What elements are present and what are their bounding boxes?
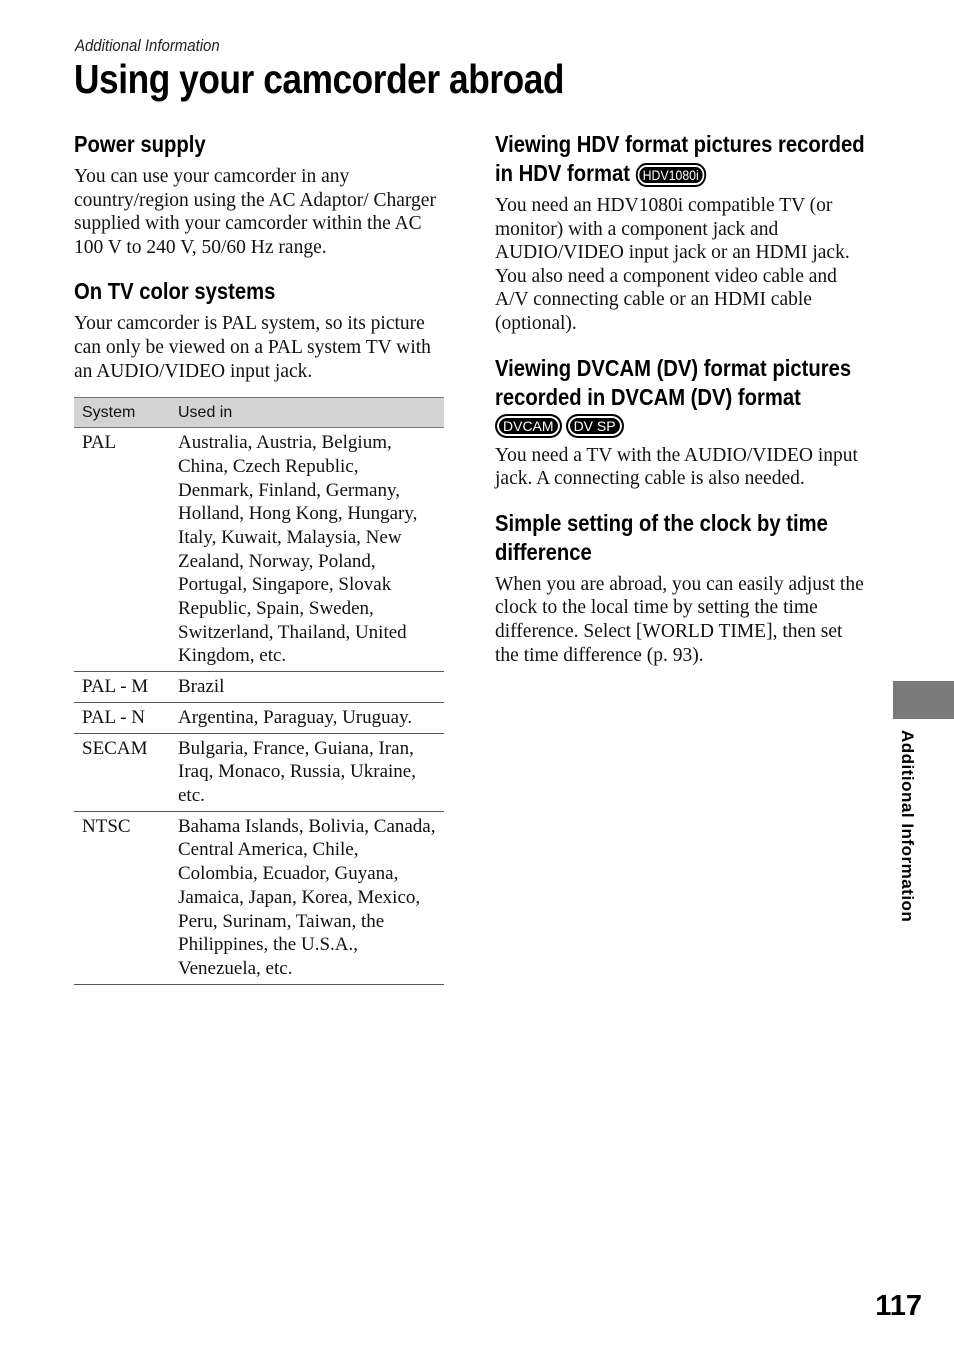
table-cell-used-in: Argentina, Paraguay, Uruguay. bbox=[170, 702, 444, 733]
hdv1080i-badge-icon: HDV1080i bbox=[636, 163, 706, 187]
table-row bbox=[74, 702, 444, 733]
section-tab-marker bbox=[893, 681, 954, 719]
dvcam-text: You need a TV with the AUDIO/VIDEO input jack. A connecting cable is also needed. bbox=[495, 444, 858, 490]
page-number: 117 bbox=[875, 1290, 922, 1322]
table-row bbox=[74, 733, 444, 811]
table-row bbox=[74, 811, 444, 984]
table-row bbox=[74, 428, 444, 672]
table-row bbox=[74, 672, 444, 703]
hdv-text: You need an HDV1080i compatible TV (or monitor) with a component jack and AUDIO/VIDEO input jack or an HDMI jack. You also need a component video cable and A/V connecting cable or an HDMI cable (optional). bbox=[495, 195, 850, 334]
table-cell-used-in: Bulgaria, France, Guiana, Iran, Iraq, Monaco, Russia, Ukraine, etc. bbox=[170, 733, 444, 811]
power-supply-heading: Power supply bbox=[74, 131, 206, 157]
right-column bbox=[495, 130, 867, 685]
tv-color-systems-heading: On TV color systems bbox=[74, 278, 276, 305]
hdv-heading-text: Viewing HDV format pictures recorded in HDV format bbox=[495, 131, 865, 186]
table-cell-system: SECAM bbox=[74, 733, 170, 811]
dvcam-heading: Viewing DVCAM (DV) format pictures recorded in DVCAM (DV) format bbox=[495, 354, 852, 410]
hdv-heading bbox=[495, 130, 868, 188]
table-cell-used-in: Australia, Austria, Belgium, China, Czech Republic, Denmark, Finland, Germany, Holland, Hong Kong, Hungary, Italy, Kuwait, Malaysia, New Zealand, Norway, Poland, Portugal, Singapore, Slovak Republic, Spain, Sweden, Switzerland, Thailand, United Kingdom, etc. bbox=[170, 428, 444, 672]
table-cell-used-in: Bahama Islands, Bolivia, Canada, Central America, Chile, Colombia, Ecuador, Guyana, Jamaica, Japan, Korea, Mexico, Peru, Surinam, Taiwan, the Philippines, the U.S.A., Venezuela, etc. bbox=[170, 811, 444, 984]
clock-text: When you are abroad, you can easily adjust the clock to the local time by setting the time difference. Select [WORLD TIME], then set the time difference (p. 93). bbox=[495, 573, 864, 666]
side-section-label: Additional Information bbox=[898, 730, 917, 923]
clock-heading: Simple setting of the clock by time difference bbox=[495, 509, 828, 565]
tv-color-systems-text: Your camcorder is PAL system, so its picture can only be viewed on a PAL system TV with an AUDIO/VIDEO input jack. bbox=[74, 313, 431, 382]
left-column bbox=[74, 130, 444, 985]
dvcam-badges bbox=[495, 414, 867, 438]
table-cell-system: NTSC bbox=[74, 811, 170, 984]
table-header-row bbox=[74, 398, 444, 428]
dv-sp-badge-icon: DV SP bbox=[566, 414, 624, 438]
section-label: Additional Information bbox=[75, 36, 220, 55]
page-title: Using your camcorder abroad bbox=[74, 56, 565, 102]
table-cell-system: PAL bbox=[74, 428, 170, 672]
color-systems-table bbox=[74, 397, 444, 984]
dvcam-badge-icon: DVCAM bbox=[495, 414, 562, 438]
table-cell-system: PAL - M bbox=[74, 672, 170, 703]
table-header-system: System bbox=[74, 398, 170, 428]
power-supply-text: You can use your camcorder in any country/region using the AC Adaptor/ Charger supplied with your camcorder within the AC 100 V to 240 V, 50/60 Hz range. bbox=[74, 166, 436, 258]
table-cell-system: PAL - N bbox=[74, 702, 170, 733]
table-header-used-in: Used in bbox=[170, 398, 444, 428]
table-cell-used-in: Brazil bbox=[170, 672, 444, 703]
